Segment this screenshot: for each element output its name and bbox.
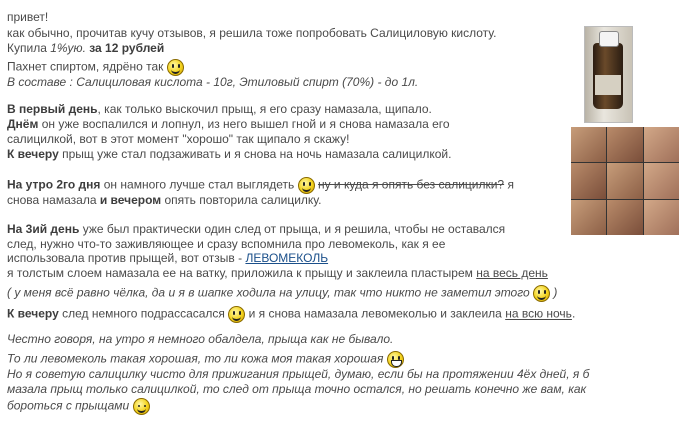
smile-icon xyxy=(228,306,245,323)
text: опять повторила салицилку. xyxy=(161,193,322,207)
text: снова намазала xyxy=(7,193,100,207)
text: 1%ую. xyxy=(50,41,86,55)
text: бороться с прыщами xyxy=(7,398,130,413)
purchase-line xyxy=(7,41,164,55)
smile-icon xyxy=(167,59,184,76)
day1-noon-line xyxy=(7,117,450,131)
day1-noon-line2 xyxy=(7,132,349,146)
text: и вечером xyxy=(99,193,162,207)
greeting xyxy=(7,10,48,24)
day1-line xyxy=(7,102,432,116)
day3-line4 xyxy=(7,266,548,280)
text: Днём xyxy=(7,117,39,131)
text: на всю ночь xyxy=(505,306,572,321)
text: На утро 2го дня xyxy=(7,177,101,192)
text: Купила xyxy=(7,41,51,55)
text: . xyxy=(571,306,576,321)
text: прыщ уже стал подзаживать и я снова на ночь намазала салицилкой. xyxy=(58,147,452,161)
text: след, нужно что-то заживляющее и сразу вспомнила про левомеколь, как я ее xyxy=(7,237,446,251)
aside-line xyxy=(7,285,557,302)
advice-line2 xyxy=(7,382,586,396)
text: Честно говоря, на утро я немного обалдела, прыща как не бывало. xyxy=(7,332,394,346)
text: Но я советую салицилку чисто для прижигания прыщей, думаю, если бы на протяжении 4ёх дней, я б xyxy=(7,367,590,381)
text: привет! xyxy=(7,10,49,24)
advice-line3 xyxy=(7,398,150,415)
text: К вечеру xyxy=(7,147,59,161)
text: ( у меня всё равно чёлка, да и я в шапке ходила на улицу, так что никто не заметил этого xyxy=(7,285,530,300)
text: В первый день xyxy=(7,102,98,116)
day3-line3 xyxy=(7,251,328,265)
text: я xyxy=(504,177,514,192)
bottle-label xyxy=(595,75,621,95)
text: он уже воспалился и лопнул, из него вышел гной и я снова намазала его xyxy=(38,117,450,131)
smell-line xyxy=(7,59,184,76)
intro-line xyxy=(7,26,496,40)
acne-progress-photo xyxy=(571,127,679,235)
composition-line xyxy=(7,75,418,89)
text: То ли левомеколь такая хорошая, то ли кожа моя такая хорошая xyxy=(7,351,384,366)
text: как обычно, прочитав кучу отзывов, я решила тоже попробовать Салициловую кислоту. xyxy=(7,26,497,40)
text: и я снова намазала левомеколью и заклеила xyxy=(245,306,506,321)
text: я толстым слоем намазала ее на ватку, приложила к прыщу и заклеила пластырем xyxy=(7,266,477,280)
advice-line xyxy=(7,367,589,381)
strikethrough-text: ну и куда я опять без салицилки? xyxy=(317,177,505,192)
photo-cell xyxy=(644,200,679,235)
photo-cell xyxy=(644,127,679,162)
text: ) xyxy=(550,285,558,300)
conclusion-line2 xyxy=(7,351,404,368)
photo-cell xyxy=(607,127,642,162)
text: на весь день xyxy=(476,266,548,280)
text: Пахнет спиртом, ядрёно так xyxy=(7,59,164,74)
text: , как только выскочил прыщ, я его сразу намазала, щипало. xyxy=(97,102,432,116)
text: На 3ий день xyxy=(7,222,80,236)
price: за 12 рублей xyxy=(85,41,165,55)
day3-line xyxy=(7,222,505,236)
text: салицилкой, вот в этот момент "хорошо" так щипало я скажу! xyxy=(7,132,350,146)
day2-line xyxy=(7,177,514,194)
grin-icon xyxy=(387,351,404,368)
text: использовала против прыщей, вот отзыв - xyxy=(7,251,246,265)
shy-smile-icon xyxy=(298,177,315,194)
text: он намного лучше стал выглядеть xyxy=(100,177,295,192)
photo-cell xyxy=(571,163,606,198)
conclusion-line xyxy=(7,332,393,346)
levomekol-review-link[interactable]: ЛЕВОМЕКОЛЬ xyxy=(245,251,329,265)
text: К вечеру xyxy=(7,306,59,321)
text: мазала прыщ только салицилкой, то след от прыща точно остался, но решать конечно же вам, как xyxy=(7,382,587,396)
smile-icon xyxy=(533,285,550,302)
text: В составе : Салициловая кислота - 10г, Этиловый спирт (70%) - до 1л. xyxy=(7,75,419,89)
wink-icon xyxy=(133,398,150,415)
text: уже был практически один след от прыща, и я решила, чтобы не оставался xyxy=(79,222,506,236)
photo-cell xyxy=(607,163,642,198)
bottle-cap xyxy=(599,31,619,47)
day2-line2 xyxy=(7,193,321,207)
bottle-photo xyxy=(584,26,633,123)
photo-cell xyxy=(571,127,606,162)
text: след немного подрассасался xyxy=(58,306,225,321)
photo-cell xyxy=(644,163,679,198)
day1-evening-line xyxy=(7,147,451,161)
photo-cell xyxy=(607,200,642,235)
photo-cell xyxy=(571,200,606,235)
day3-line2 xyxy=(7,237,445,251)
evening-line xyxy=(7,306,575,323)
